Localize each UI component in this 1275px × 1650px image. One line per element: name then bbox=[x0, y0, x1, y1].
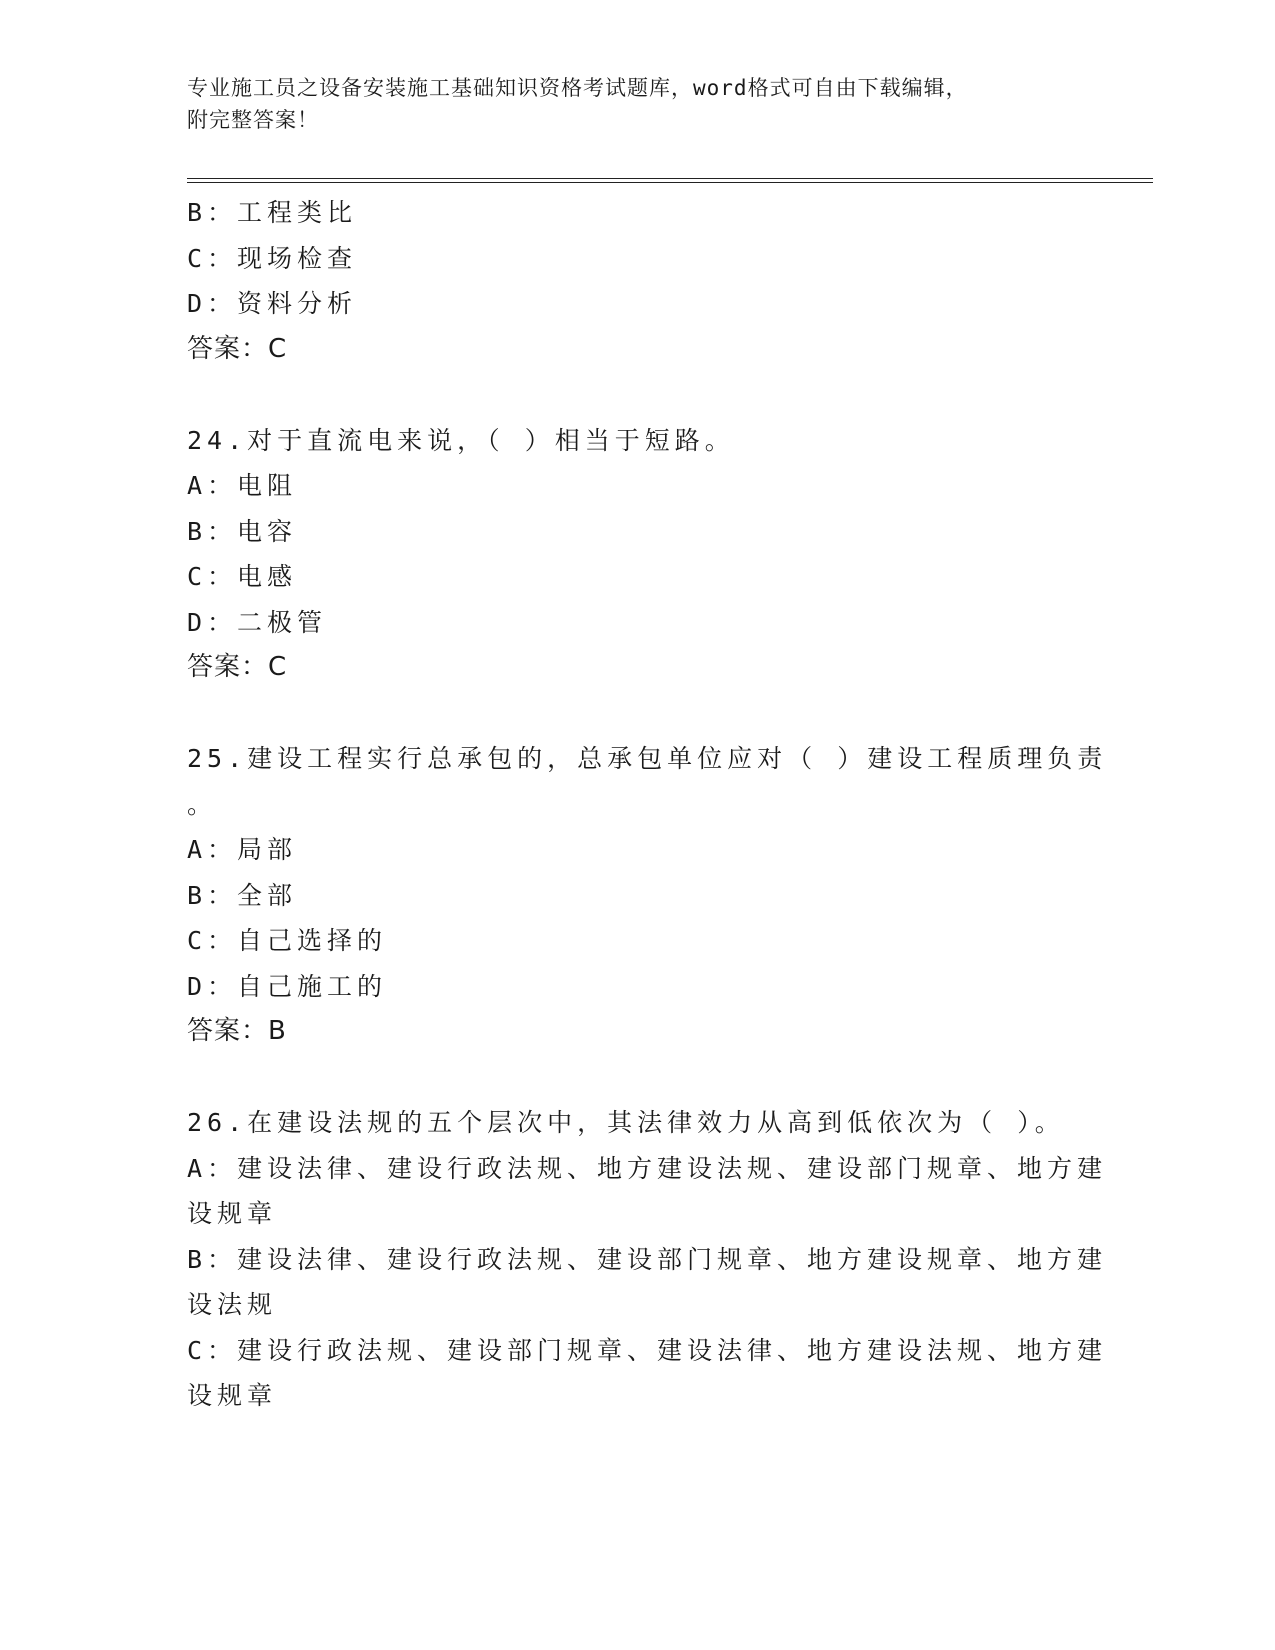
question-text: 。 bbox=[187, 789, 218, 819]
answer-text: 答案：B bbox=[187, 1016, 287, 1046]
option-text: D：二极管 bbox=[187, 607, 328, 637]
header-title-line-1: 专业施工员之设备安装施工基础知识资格考试题库，word格式可自由下载编辑， bbox=[187, 76, 968, 100]
option-text: A：建设法律、建设行政法规、地方建设法规、建设部门规章、地方建 bbox=[187, 1153, 1108, 1183]
option-text: C：自己选择的 bbox=[187, 926, 388, 955]
option-text: B：建设法律、建设行政法规、建设部门规章、地方建设规章、地方建 bbox=[187, 1244, 1108, 1274]
option-text: A：电阻 bbox=[187, 471, 298, 500]
header-double-rule bbox=[187, 178, 1153, 183]
option-text: C：电感 bbox=[187, 562, 298, 591]
option-text: C：现场检查 bbox=[187, 243, 358, 273]
question-list bbox=[187, 190, 1108, 1419]
option-text: A：局部 bbox=[187, 835, 298, 864]
option-text: C：建设行政法规、建设部门规章、建设法律、地方建设法规、地方建 bbox=[187, 1335, 1108, 1365]
spacer bbox=[187, 372, 1087, 418]
spacer bbox=[187, 691, 1087, 737]
option-text: B：工程类比 bbox=[187, 198, 358, 227]
option-text: B：电容 bbox=[187, 516, 298, 546]
question-text: 26.在建设法规的五个层次中，其法律效力从高到低依次为（ ）。 bbox=[187, 1108, 1065, 1137]
answer-text: 答案：C bbox=[187, 333, 288, 364]
option-text: 设规章 bbox=[187, 1199, 278, 1228]
option-text: D：资料分析 bbox=[187, 289, 358, 318]
document-header bbox=[187, 72, 1087, 136]
option-text: 设法规 bbox=[187, 1290, 278, 1319]
question-text: 25.建设工程实行总承包的，总承包单位应对（ ）建设工程质理负责 bbox=[187, 744, 1108, 773]
option-text: B：全部 bbox=[187, 880, 298, 910]
question-text: 24.对于直流电来说，（ ）相当于短路。 bbox=[187, 425, 735, 455]
spacer bbox=[187, 1055, 1087, 1101]
answer-text: 答案：C bbox=[187, 652, 288, 682]
option-text: 设规章 bbox=[187, 1381, 278, 1410]
header-title-line-2: 附完整答案！ bbox=[187, 108, 319, 132]
option-text: D：自己施工的 bbox=[187, 971, 388, 1001]
